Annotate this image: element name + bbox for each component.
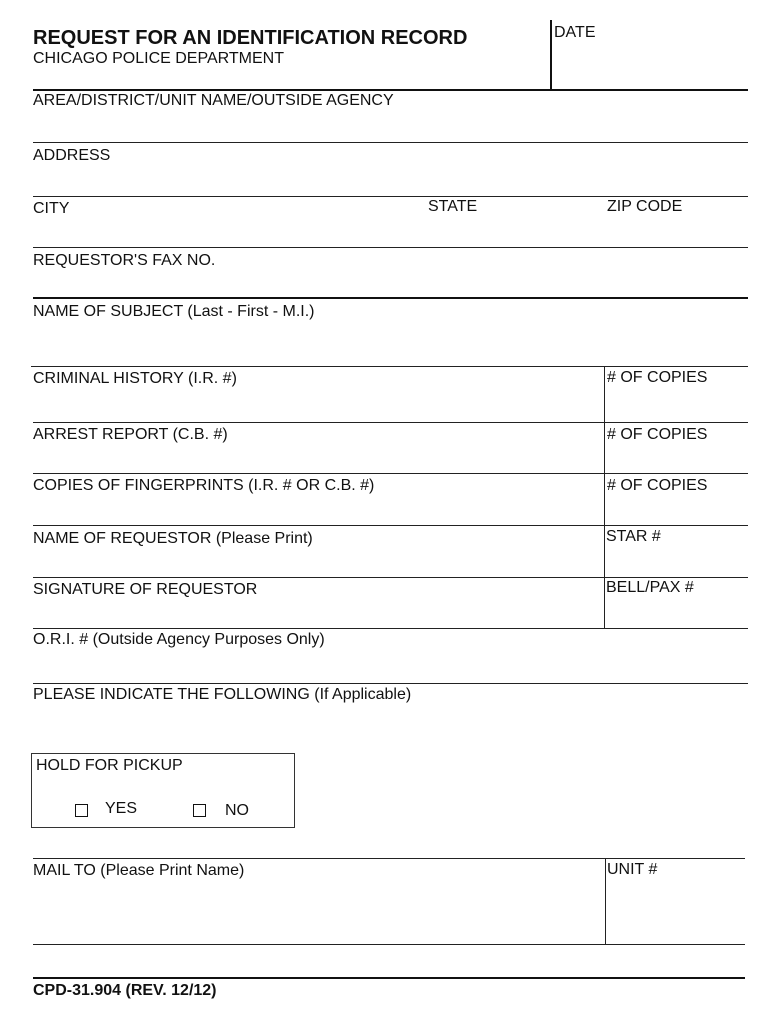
address-field[interactable]	[33, 167, 748, 195]
header-rule	[33, 89, 748, 91]
footer-rule	[33, 977, 745, 979]
city-field[interactable]	[33, 220, 423, 246]
arrest-report-copies-label: # OF COPIES	[607, 426, 708, 443]
ori-label: O.R.I. # (Outside Agency Purposes Only)	[33, 631, 325, 648]
signature-rule	[33, 628, 748, 629]
mail-to-bottom-rule	[33, 944, 745, 945]
area-rule	[33, 142, 748, 143]
bell-pax-field[interactable]	[607, 601, 747, 626]
city-rule	[33, 247, 748, 248]
signature-field[interactable]	[33, 601, 598, 626]
state-field[interactable]	[428, 220, 598, 246]
star-label: STAR #	[606, 528, 661, 545]
pickup-yes-checkbox[interactable]	[75, 804, 88, 817]
department-name: CHICAGO POLICE DEPARTMENT	[33, 50, 284, 67]
mail-to-top-rule	[33, 858, 745, 859]
arrest-report-copies-field[interactable]	[607, 447, 747, 471]
form-number: CPD-31.904 (REV. 12/12)	[33, 982, 217, 999]
subject-name-field[interactable]	[33, 324, 748, 364]
fingerprints-copies-label: # OF COPIES	[607, 477, 708, 494]
date-divider	[550, 20, 552, 90]
unit-field[interactable]	[608, 884, 744, 940]
signature-label: SIGNATURE OF REQUESTOR	[33, 581, 258, 598]
form-title: REQUEST FOR AN IDENTIFICATION RECORD	[33, 27, 468, 49]
arrest-report-rule	[33, 473, 748, 474]
mail-to-label: MAIL TO (Please Print Name)	[33, 862, 245, 879]
pickup-no-checkbox[interactable]	[193, 804, 206, 817]
star-field[interactable]	[607, 550, 747, 575]
indicate-label: PLEASE INDICATE THE FOLLOWING (If Applicable)	[33, 686, 412, 703]
zip-label: ZIP CODE	[607, 198, 683, 215]
zip-field[interactable]	[607, 220, 747, 246]
arrest-report-label: ARREST REPORT (C.B. #)	[33, 426, 228, 443]
subject-name-label: NAME OF SUBJECT (Last - First - M.I.)	[33, 303, 315, 320]
address-rule	[33, 196, 748, 197]
pickup-yes-label: YES	[105, 800, 138, 817]
bell-pax-label: BELL/PAX #	[606, 579, 694, 596]
fingerprints-copies-field[interactable]	[607, 498, 747, 523]
requestor-name-label: NAME OF REQUESTOR (Please Print)	[33, 530, 313, 547]
criminal-history-field[interactable]	[33, 392, 598, 420]
requestor-name-field[interactable]	[33, 550, 598, 575]
criminal-history-label: CRIMINAL HISTORY (I.R. #)	[33, 370, 237, 387]
pickup-no-label: NO	[225, 802, 249, 819]
fingerprints-rule	[33, 525, 748, 526]
mail-to-field[interactable]	[33, 884, 599, 940]
subject-rule	[31, 366, 748, 367]
ori-field[interactable]	[33, 652, 748, 680]
fingerprints-label: COPIES OF FINGERPRINTS (I.R. # OR C.B. #)	[33, 477, 375, 494]
unit-label: UNIT #	[607, 861, 658, 878]
hold-for-pickup-label: HOLD FOR PICKUP	[36, 757, 183, 774]
area-label: AREA/DISTRICT/UNIT NAME/OUTSIDE AGENCY	[33, 92, 394, 109]
area-field[interactable]	[33, 112, 748, 140]
criminal-history-rule	[33, 422, 748, 423]
criminal-history-copies-label: # OF COPIES	[607, 369, 708, 386]
unit-divider	[605, 858, 606, 944]
criminal-history-copies-field[interactable]	[607, 392, 747, 420]
copies-divider	[604, 366, 605, 628]
requestor-name-rule	[33, 577, 748, 578]
fax-rule	[33, 297, 748, 299]
state-label: STATE	[428, 198, 478, 215]
fingerprints-field[interactable]	[33, 498, 598, 523]
date-field[interactable]	[554, 44, 744, 88]
ori-rule	[33, 683, 748, 684]
city-label: CITY	[33, 200, 70, 217]
fax-field[interactable]	[33, 272, 748, 296]
address-label: ADDRESS	[33, 147, 111, 164]
arrest-report-field[interactable]	[33, 447, 598, 471]
date-label: DATE	[554, 24, 596, 41]
fax-label: REQUESTOR'S FAX NO.	[33, 252, 216, 269]
